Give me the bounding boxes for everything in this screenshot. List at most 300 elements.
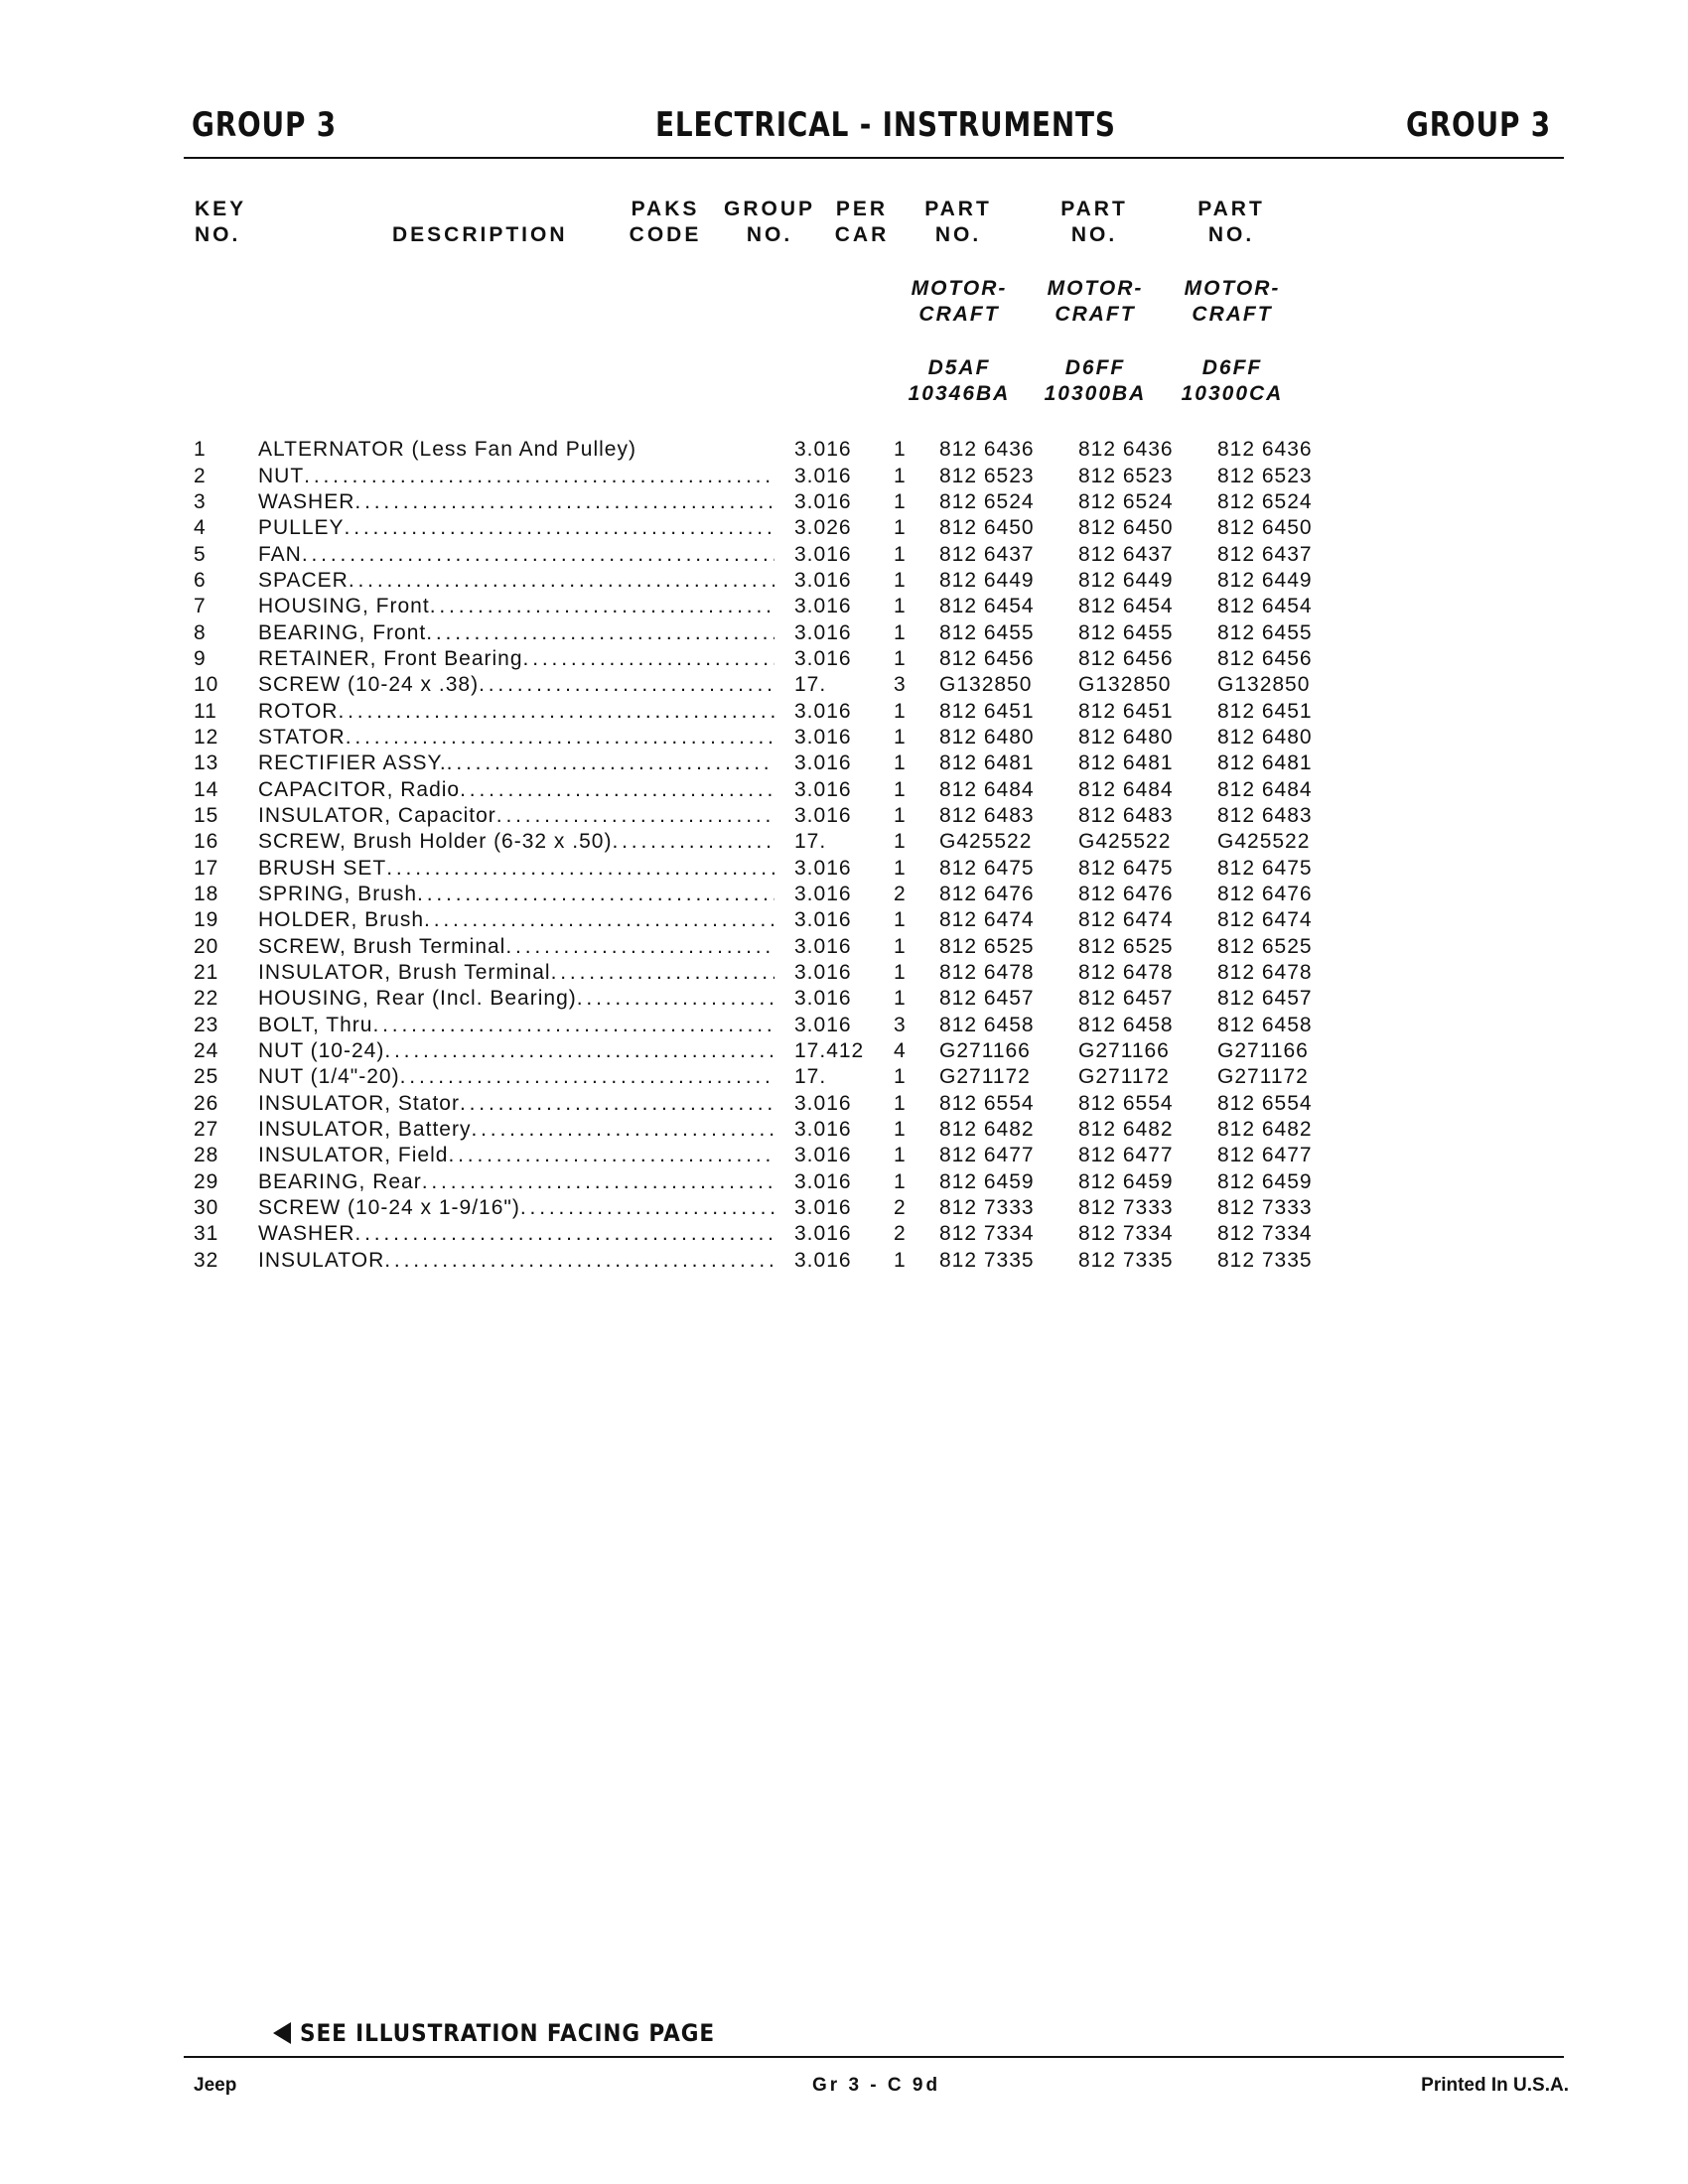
footer-rule [184, 2056, 1564, 2058]
description-text: HOUSING, Front [258, 595, 430, 618]
part-no-d5af-cell: 812 6480 [939, 725, 1035, 749]
part-no-d5af-cell: 812 6454 [939, 595, 1035, 618]
description-text: INSULATOR [258, 1248, 385, 1272]
description-cell [258, 1091, 794, 1117]
description-text: SCREW, Brush Terminal [258, 934, 506, 958]
table-row [194, 1248, 1336, 1274]
key-no-cell: 24 [194, 1039, 219, 1063]
col-head-part-2: PART NO. [1060, 198, 1128, 246]
part-no-d6ff-ca-cell: 812 6455 [1217, 620, 1313, 644]
part-no-d6ff-ca-cell: 812 6451 [1217, 699, 1313, 723]
dot-leader [354, 1221, 774, 1247]
per-car-cell: 1 [894, 1091, 907, 1115]
part-no-d5af-cell: 812 6458 [939, 1013, 1035, 1036]
description-text: RETAINER, Front Bearing [258, 646, 523, 670]
group-no-cell: 3.016 [794, 987, 852, 1011]
key-no-cell: 16 [194, 830, 219, 854]
table-row [194, 1038, 1336, 1064]
table-row [194, 1169, 1336, 1195]
description-cell [258, 1195, 794, 1221]
key-no-cell: 3 [194, 489, 207, 513]
part-no-d6ff-ba-cell: 812 7333 [1078, 1196, 1174, 1220]
table-row [194, 986, 1336, 1012]
per-car-cell: 1 [894, 516, 907, 540]
table-row [194, 803, 1336, 829]
group-no-cell: 17. [794, 673, 827, 697]
col-head-part-1: PART NO. [924, 198, 992, 246]
description-cell [258, 594, 794, 619]
description-text: BRUSH SET [258, 856, 387, 880]
description-cell [258, 489, 794, 515]
description-text: SPACER [258, 568, 349, 592]
key-no-cell: 28 [194, 1144, 219, 1167]
group-no-cell: 3.016 [794, 1091, 852, 1115]
part-no-d5af-cell: 812 6477 [939, 1144, 1035, 1167]
part-no-d5af-cell: 812 6476 [939, 883, 1035, 906]
part-no-d5af-cell: 812 6481 [939, 751, 1035, 775]
key-no-cell: 23 [194, 1013, 219, 1036]
per-car-cell: 1 [894, 1169, 907, 1193]
left-arrow-icon [273, 2022, 291, 2044]
description-text: NUT [258, 464, 305, 487]
table-row [194, 960, 1336, 986]
page-title: ELECTRICAL - INSTRUMENTS [655, 105, 1116, 145]
dot-leader [346, 725, 774, 751]
key-no-cell: 30 [194, 1196, 219, 1220]
description-cell [258, 907, 794, 933]
header-rule [184, 157, 1564, 159]
dot-leader [372, 1013, 774, 1038]
description-text: RECTIFIER ASSY. [258, 751, 447, 775]
group-no-cell: 3.016 [794, 646, 852, 670]
part-no-d6ff-ba-cell: 812 6454 [1078, 595, 1174, 618]
description-cell [258, 856, 794, 882]
key-no-cell: 22 [194, 987, 219, 1011]
dot-leader [447, 751, 774, 776]
key-no-cell: 19 [194, 908, 219, 932]
group-no-cell: 3.016 [794, 751, 852, 775]
description-cell [258, 568, 794, 594]
part-1-brand: MOTOR- CRAFT [911, 277, 1008, 326]
description-cell [258, 986, 794, 1012]
description-cell [258, 1221, 794, 1247]
parts-table [194, 437, 1336, 1274]
part-no-d5af-cell: G425522 [939, 830, 1033, 854]
part-no-d5af-cell: 812 6437 [939, 542, 1035, 566]
key-no-cell: 26 [194, 1091, 219, 1115]
dot-leader [471, 1117, 774, 1143]
dot-leader [430, 594, 774, 619]
description-text: INSULATOR, Capacitor [258, 803, 496, 827]
key-no-cell: 27 [194, 1118, 219, 1142]
description-cell [258, 725, 794, 751]
footer-brand: Jeep [194, 2075, 237, 2096]
key-no-cell: 1 [194, 438, 207, 462]
table-row [194, 882, 1336, 907]
per-car-cell: 1 [894, 489, 907, 513]
per-car-cell: 2 [894, 1222, 907, 1246]
part-no-d6ff-ba-cell: 812 6451 [1078, 699, 1174, 723]
part-no-d6ff-ca-cell: 812 6476 [1217, 883, 1313, 906]
part-no-d6ff-ca-cell: 812 6483 [1217, 803, 1313, 827]
group-no-cell: 3.016 [794, 1144, 852, 1167]
dot-leader [384, 1038, 774, 1064]
dot-leader [417, 882, 774, 907]
description-text: NUT (1/4"-20) [258, 1065, 400, 1089]
part-no-d6ff-ca-cell: 812 6457 [1217, 987, 1313, 1011]
key-no-cell: 14 [194, 777, 219, 801]
dot-leader [349, 568, 774, 594]
part-no-d6ff-ca-cell: 812 6449 [1217, 568, 1313, 592]
key-no-cell: 9 [194, 646, 207, 670]
part-3-brand: MOTOR- CRAFT [1184, 277, 1281, 326]
dot-leader [424, 907, 774, 933]
part-no-d6ff-ca-cell: 812 6482 [1217, 1118, 1313, 1142]
part-no-d6ff-ba-cell: 812 7335 [1078, 1248, 1174, 1272]
part-no-d6ff-ca-cell: 812 7333 [1217, 1196, 1313, 1220]
part-no-d6ff-ca-cell: G271166 [1217, 1039, 1309, 1063]
description-text: HOUSING, Rear (Incl. Bearing) [258, 987, 577, 1011]
part-no-d5af-cell: 812 6554 [939, 1091, 1035, 1115]
part-no-d6ff-ca-cell: 812 6554 [1217, 1091, 1313, 1115]
group-no-cell: 3.016 [794, 725, 852, 749]
part-no-d5af-cell: 812 7333 [939, 1196, 1035, 1220]
dot-leader [345, 515, 774, 541]
per-car-cell: 1 [894, 725, 907, 749]
description-cell [258, 463, 794, 488]
table-row [194, 1195, 1336, 1221]
part-no-d6ff-ba-cell: 812 6450 [1078, 516, 1174, 540]
dot-leader [577, 986, 774, 1012]
table-row [194, 437, 1336, 463]
key-no-cell: 6 [194, 568, 207, 592]
group-no-cell: 17.412 [794, 1039, 865, 1063]
part-no-d5af-cell: 812 6436 [939, 438, 1035, 462]
per-car-cell: 1 [894, 620, 907, 644]
part-no-d6ff-ca-cell: 812 6477 [1217, 1144, 1313, 1167]
dot-leader [422, 1169, 774, 1195]
table-row [194, 856, 1336, 882]
key-no-cell: 21 [194, 961, 219, 985]
part-no-d5af-cell: G271172 [939, 1065, 1031, 1089]
per-car-cell: 1 [894, 1065, 907, 1089]
per-car-cell: 1 [894, 1248, 907, 1272]
part-no-d6ff-ca-cell: 812 7335 [1217, 1248, 1313, 1272]
per-car-cell: 1 [894, 777, 907, 801]
description-text: SCREW (10-24 x 1-9/16") [258, 1196, 520, 1220]
part-no-d6ff-ba-cell: 812 6482 [1078, 1118, 1174, 1142]
part-no-d5af-cell: 812 6457 [939, 987, 1035, 1011]
dot-leader [386, 856, 774, 882]
description-text: STATOR [258, 725, 346, 749]
description-cell [258, 829, 794, 855]
part-no-d6ff-ca-cell: 812 6480 [1217, 725, 1313, 749]
part-no-d6ff-ba-cell: 812 6480 [1078, 725, 1174, 749]
part-no-d6ff-ca-cell: 812 6475 [1217, 856, 1313, 880]
part-no-d6ff-ca-cell: G425522 [1217, 830, 1311, 854]
table-row [194, 463, 1336, 488]
part-no-d6ff-ba-cell: 812 6554 [1078, 1091, 1174, 1115]
description-text: FAN [258, 542, 302, 566]
description-text: SCREW, Brush Holder (6-32 x .50) [258, 830, 613, 854]
table-row [194, 1013, 1336, 1038]
per-car-cell: 1 [894, 830, 907, 854]
per-car-cell: 2 [894, 1196, 907, 1220]
part-no-d5af-cell: 812 6456 [939, 646, 1035, 670]
description-text: INSULATOR, Field [258, 1144, 449, 1167]
description-text: PULLEY [258, 516, 345, 540]
dot-leader [384, 1248, 774, 1274]
key-no-cell: 4 [194, 516, 207, 540]
group-no-cell: 3.016 [794, 464, 852, 487]
description-cell [258, 437, 794, 463]
part-no-d6ff-ba-cell: 812 6484 [1078, 777, 1174, 801]
table-row [194, 619, 1336, 645]
col-head-group-no: GROUP NO. [723, 198, 815, 246]
per-car-cell: 3 [894, 1013, 907, 1036]
table-row [194, 594, 1336, 619]
part-2-brand: MOTOR- CRAFT [1047, 277, 1144, 326]
key-no-cell: 10 [194, 673, 219, 697]
per-car-cell: 1 [894, 542, 907, 566]
description-cell [258, 1248, 794, 1274]
part-no-d5af-cell: G271166 [939, 1039, 1031, 1063]
description-text: ROTOR [258, 699, 339, 723]
group-no-cell: 3.026 [794, 516, 852, 540]
group-label-right: GROUP 3 [1406, 105, 1551, 145]
description-text: BEARING, Rear [258, 1169, 422, 1193]
per-car-cell: 1 [894, 438, 907, 462]
group-no-cell: 3.016 [794, 595, 852, 618]
dot-leader [338, 699, 774, 725]
part-no-d6ff-ca-cell: 812 6474 [1217, 908, 1313, 932]
table-row [194, 489, 1336, 515]
part-no-d6ff-ba-cell: 812 6475 [1078, 856, 1174, 880]
description-cell [258, 1117, 794, 1143]
group-no-cell: 3.016 [794, 438, 852, 462]
per-car-cell: 1 [894, 568, 907, 592]
part-no-d5af-cell: 812 6451 [939, 699, 1035, 723]
description-text: INSULATOR, Stator [258, 1091, 460, 1115]
description-text: WASHER [258, 489, 355, 513]
per-car-cell: 2 [894, 883, 907, 906]
part-no-d6ff-ba-cell: G425522 [1078, 830, 1172, 854]
table-row [194, 1221, 1336, 1247]
part-no-d5af-cell: 812 6459 [939, 1169, 1035, 1193]
part-no-d6ff-ba-cell: 812 6524 [1078, 489, 1174, 513]
per-car-cell: 1 [894, 987, 907, 1011]
description-text: INSULATOR, Battery [258, 1118, 472, 1142]
group-no-cell: 3.016 [794, 1013, 852, 1036]
part-no-d6ff-ca-cell: 812 6456 [1217, 646, 1313, 670]
dot-leader [520, 1195, 774, 1221]
table-row [194, 934, 1336, 960]
part-no-d6ff-ba-cell: G132850 [1078, 673, 1172, 697]
table-row [194, 751, 1336, 776]
part-no-d5af-cell: 812 6482 [939, 1118, 1035, 1142]
key-no-cell: 8 [194, 620, 207, 644]
part-no-d6ff-ba-cell: 812 6523 [1078, 464, 1174, 487]
description-text: BEARING, Front [258, 620, 427, 644]
key-no-cell: 25 [194, 1065, 219, 1089]
dot-leader [460, 777, 774, 803]
table-row [194, 515, 1336, 541]
key-no-cell: 17 [194, 856, 219, 880]
description-cell [258, 882, 794, 907]
per-car-cell: 1 [894, 908, 907, 932]
description-text: WASHER [258, 1222, 355, 1246]
part-no-d6ff-ca-cell: 812 6525 [1217, 934, 1313, 958]
part-no-d6ff-ba-cell: 812 7334 [1078, 1222, 1174, 1246]
part-no-d6ff-ca-cell: 812 6524 [1217, 489, 1313, 513]
key-no-cell: 18 [194, 883, 219, 906]
part-no-d6ff-ca-cell: 812 6481 [1217, 751, 1313, 775]
part-no-d6ff-ca-cell: 812 6459 [1217, 1169, 1313, 1193]
illustration-note: SEE ILLUSTRATION FACING PAGE [273, 2019, 715, 2047]
description-cell [258, 672, 794, 698]
dot-leader [551, 960, 774, 986]
key-no-cell: 12 [194, 725, 219, 749]
description-text: NUT (10-24) [258, 1039, 385, 1063]
col-head-part-3: PART NO. [1197, 198, 1265, 246]
part-no-d6ff-ca-cell: 812 6437 [1217, 542, 1313, 566]
dot-leader [523, 646, 774, 672]
table-row [194, 829, 1336, 855]
group-no-cell: 17. [794, 830, 827, 854]
dot-leader [400, 1064, 774, 1090]
per-car-cell: 1 [894, 1118, 907, 1142]
per-car-cell: 1 [894, 803, 907, 827]
description-cell [258, 619, 794, 645]
part-no-d6ff-ba-cell: 812 6474 [1078, 908, 1174, 932]
dot-leader [479, 672, 774, 698]
part-no-d6ff-ba-cell: G271166 [1078, 1039, 1170, 1063]
part-no-d6ff-ba-cell: G271172 [1078, 1065, 1170, 1089]
per-car-cell: 1 [894, 646, 907, 670]
per-car-cell: 3 [894, 673, 907, 697]
table-row [194, 1091, 1336, 1117]
description-cell [258, 1143, 794, 1168]
description-cell [258, 646, 794, 672]
part-3-model: D6FF 10300CA [1181, 356, 1284, 405]
group-label-left: GROUP 3 [192, 105, 337, 145]
group-no-cell: 3.016 [794, 961, 852, 985]
dot-leader [505, 934, 774, 960]
part-no-d6ff-ba-cell: 812 6483 [1078, 803, 1174, 827]
key-no-cell: 31 [194, 1222, 219, 1246]
description-text: BOLT, Thru [258, 1013, 373, 1036]
description-text: INSULATOR, Brush Terminal [258, 961, 551, 985]
dot-leader [426, 620, 774, 646]
key-no-cell: 13 [194, 751, 219, 775]
part-no-d6ff-ca-cell: 812 6478 [1217, 961, 1313, 985]
part-no-d6ff-ca-cell: G132850 [1217, 673, 1311, 697]
key-no-cell: 5 [194, 542, 207, 566]
part-no-d6ff-ba-cell: 812 6459 [1078, 1169, 1174, 1193]
description-cell [258, 960, 794, 986]
part-no-d6ff-ca-cell: 812 6458 [1217, 1013, 1313, 1036]
group-no-cell: 3.016 [794, 699, 852, 723]
key-no-cell: 29 [194, 1169, 219, 1193]
key-no-cell: 7 [194, 595, 207, 618]
group-no-cell: 3.016 [794, 934, 852, 958]
description-cell [258, 541, 794, 567]
group-no-cell: 3.016 [794, 883, 852, 906]
part-no-d6ff-ca-cell: 812 6454 [1217, 595, 1313, 618]
dot-leader [496, 803, 774, 829]
col-head-key: KEY NO. [195, 198, 247, 246]
col-head-paks-code: PAKS CODE [629, 198, 702, 246]
table-row [194, 1143, 1336, 1168]
table-row [194, 776, 1336, 802]
table-row [194, 698, 1336, 724]
group-no-cell: 3.016 [794, 803, 852, 827]
part-no-d5af-cell: 812 7334 [939, 1222, 1035, 1246]
part-no-d6ff-ca-cell: 812 6450 [1217, 516, 1313, 540]
per-car-cell: 1 [894, 934, 907, 958]
col-head-per-car: PER CAR [834, 198, 890, 246]
table-row [194, 541, 1336, 567]
part-no-d6ff-ba-cell: 812 6437 [1078, 542, 1174, 566]
part-no-d6ff-ba-cell: 812 6449 [1078, 568, 1174, 592]
key-no-cell: 15 [194, 803, 219, 827]
dot-leader [304, 464, 774, 489]
part-no-d6ff-ba-cell: 812 6455 [1078, 620, 1174, 644]
per-car-cell: 1 [894, 751, 907, 775]
description-cell [258, 1169, 794, 1195]
table-row [194, 907, 1336, 933]
part-2-model: D6FF 10300BA [1044, 356, 1147, 405]
group-no-cell: 3.016 [794, 542, 852, 566]
description-text: HOLDER, Brush [258, 908, 425, 932]
dot-leader [612, 829, 774, 855]
part-no-d6ff-ba-cell: 812 6458 [1078, 1013, 1174, 1036]
group-no-cell: 3.016 [794, 908, 852, 932]
part-no-d5af-cell: 812 6478 [939, 961, 1035, 985]
group-no-cell: 3.016 [794, 1169, 852, 1193]
part-no-d5af-cell: 812 6483 [939, 803, 1035, 827]
per-car-cell: 1 [894, 856, 907, 880]
description-cell [258, 698, 794, 724]
key-no-cell: 32 [194, 1248, 219, 1272]
per-car-cell: 1 [894, 595, 907, 618]
part-no-d5af-cell: G132850 [939, 673, 1033, 697]
group-no-cell: 3.016 [794, 1196, 852, 1220]
description-text: SPRING, Brush [258, 883, 418, 906]
part-1-model: D5AF 10346BA [908, 356, 1011, 405]
part-no-d5af-cell: 812 6524 [939, 489, 1035, 513]
description-text: ALTERNATOR (Less Fan And Pulley) [258, 438, 636, 462]
part-no-d6ff-ba-cell: 812 6436 [1078, 438, 1174, 462]
footer-page-number: Gr 3 - C 9d [812, 2075, 941, 2096]
description-cell [258, 934, 794, 960]
dot-leader [354, 489, 774, 515]
part-no-d6ff-ca-cell: 812 6523 [1217, 464, 1313, 487]
group-no-cell: 3.016 [794, 620, 852, 644]
key-no-cell: 20 [194, 934, 219, 958]
group-no-cell: 3.016 [794, 777, 852, 801]
part-no-d6ff-ba-cell: 812 6477 [1078, 1144, 1174, 1167]
description-cell [258, 515, 794, 541]
group-no-cell: 3.016 [794, 489, 852, 513]
group-no-cell: 3.016 [794, 1118, 852, 1142]
table-row [194, 568, 1336, 594]
part-no-d6ff-ba-cell: 812 6456 [1078, 646, 1174, 670]
key-no-cell: 11 [194, 699, 217, 723]
part-no-d5af-cell: 812 6450 [939, 516, 1035, 540]
part-no-d6ff-ba-cell: 812 6481 [1078, 751, 1174, 775]
per-car-cell: 1 [894, 699, 907, 723]
